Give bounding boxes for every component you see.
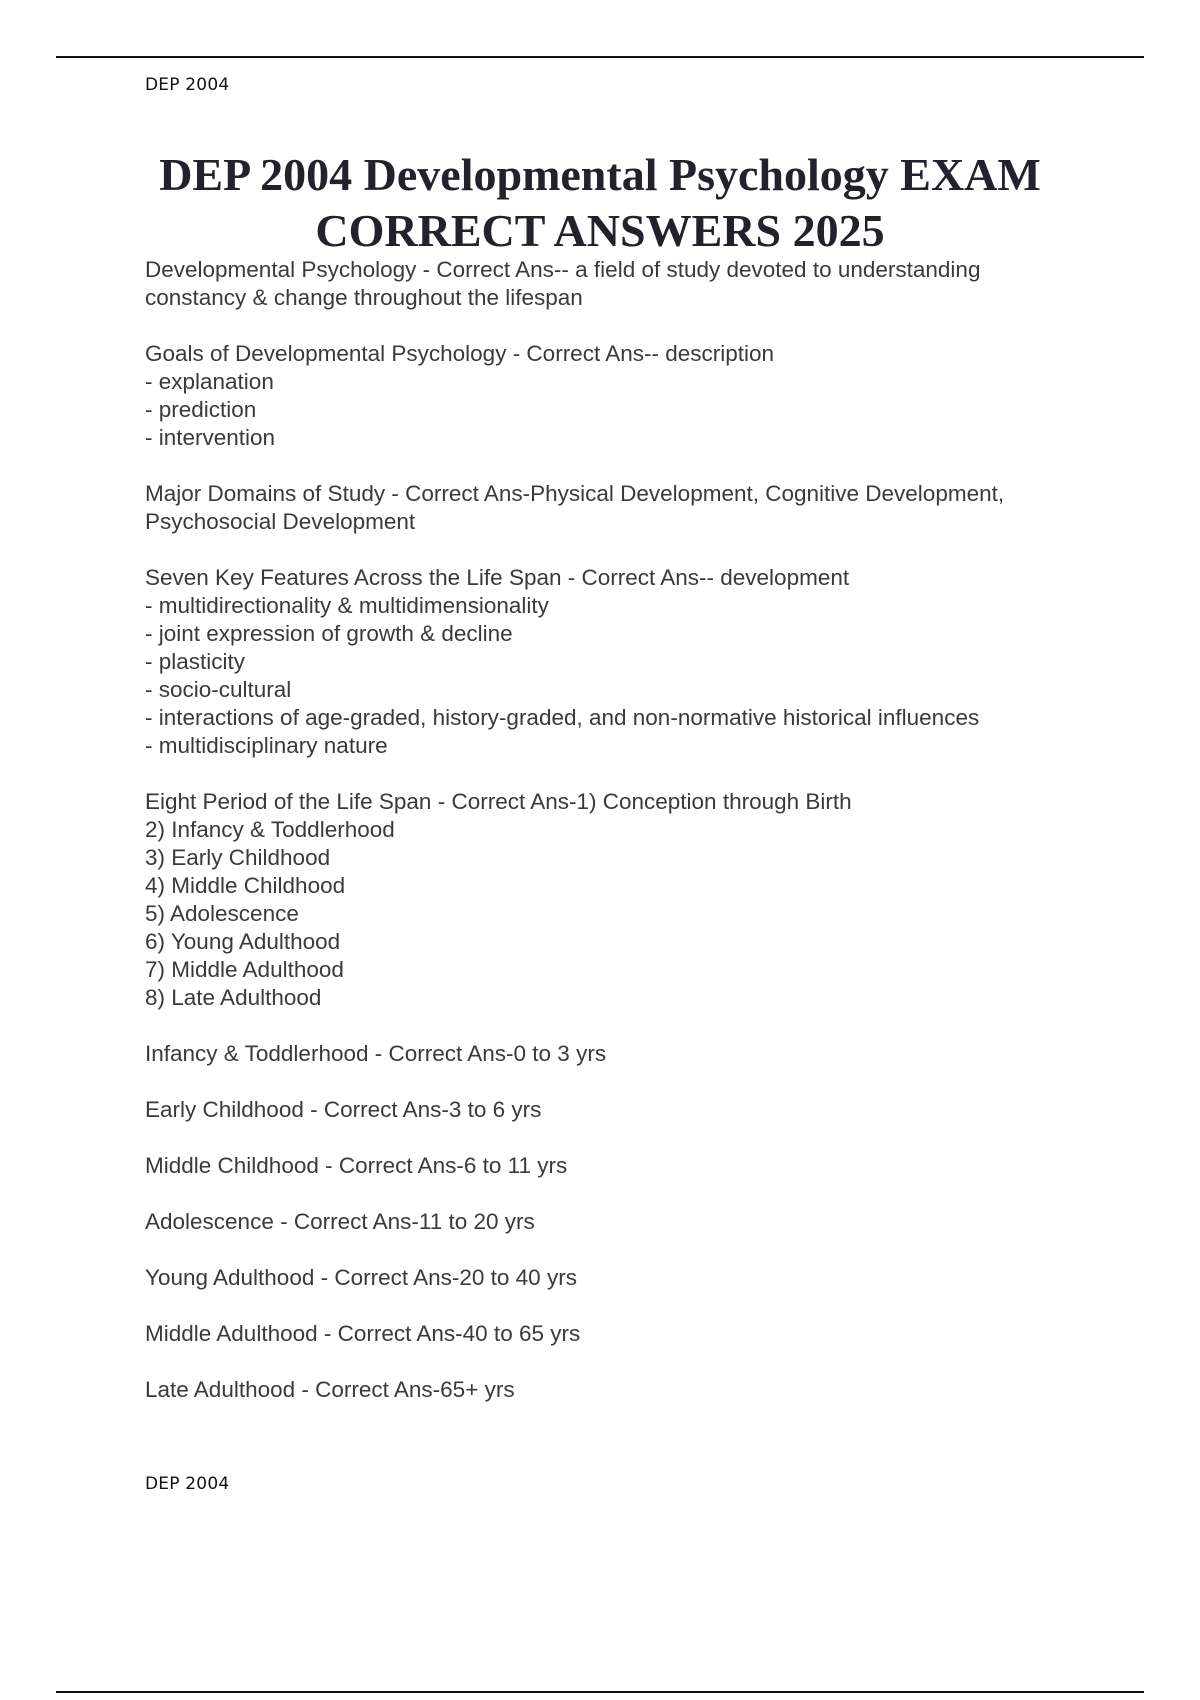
qa-entry [145,340,1105,452]
entry-line: Young Adulthood - Correct Ans-20 to 40 yrs [145,1265,577,1290]
title-line-1: DEP 2004 Developmental Psychology EXAM [159,149,1041,200]
running-header: DEP 2004 [145,75,230,95]
entry-line: - prediction [145,397,257,422]
entry-line: - socio-cultural [145,677,292,702]
qa-entry [145,256,1105,312]
running-footer: DEP 2004 [145,1474,230,1494]
entry-line: Seven Key Features Across the Life Span - Correct Ans-- development [145,565,850,590]
entry-line: 5) Adolescence [145,901,299,926]
entry-line: Adolescence - Correct Ans-11 to 20 yrs [145,1209,535,1234]
entry-line: 8) Late Adulthood [145,985,322,1010]
qa-entry [145,1152,1105,1180]
qa-content [145,256,1105,1432]
entry-line: - multidirectionality & multidimensionality [145,593,549,618]
qa-entry [145,564,1105,760]
entry-line: - intervention [145,425,276,450]
entry-line: 3) Early Childhood [145,845,331,870]
entry-line: - multidisciplinary nature [145,733,388,758]
document-title [56,147,1144,259]
entry-line: Goals of Developmental Psychology - Correct Ans-- description [145,341,775,366]
title-line-2: CORRECT ANSWERS 2025 [315,205,885,256]
entry-line: 6) Young Adulthood [145,929,341,954]
entry-line: - explanation [145,369,274,394]
qa-entry [145,480,1105,536]
qa-entry [145,1040,1105,1068]
header-rule [56,56,1144,58]
entry-line: Middle Adulthood - Correct Ans-40 to 65 yrs [145,1321,581,1346]
entry-line: Early Childhood - Correct Ans-3 to 6 yrs [145,1097,542,1122]
entry-line: Major Domains of Study - Correct Ans-Physical Development, Cognitive Development, [145,481,1005,506]
qa-entry [145,1208,1105,1236]
entry-line: Middle Childhood - Correct Ans-6 to 11 yrs [145,1153,568,1178]
qa-entry [145,1376,1105,1404]
entry-line: constancy & change throughout the lifespan [145,285,583,310]
entry-line: 2) Infancy & Toddlerhood [145,817,395,842]
qa-entry [145,1096,1105,1124]
entry-line: Eight Period of the Life Span - Correct Ans-1) Conception through Birth [145,789,852,814]
qa-entry [145,788,1105,1012]
entry-line: 4) Middle Childhood [145,873,346,898]
footer-rule [56,1691,1144,1693]
entry-line: - interactions of age-graded, history-graded, and non-normative historical influences [145,705,980,730]
entry-line: Developmental Psychology - Correct Ans-- a field of study devoted to understanding [145,257,981,282]
entry-line: Infancy & Toddlerhood - Correct Ans-0 to 3 yrs [145,1041,607,1066]
entry-line: 7) Middle Adulthood [145,957,344,982]
entry-line: - joint expression of growth & decline [145,621,513,646]
qa-entry [145,1320,1105,1348]
entry-line: Psychosocial Development [145,509,416,534]
entry-line: Late Adulthood - Correct Ans-65+ yrs [145,1377,515,1402]
qa-entry [145,1264,1105,1292]
entry-line: - plasticity [145,649,246,674]
